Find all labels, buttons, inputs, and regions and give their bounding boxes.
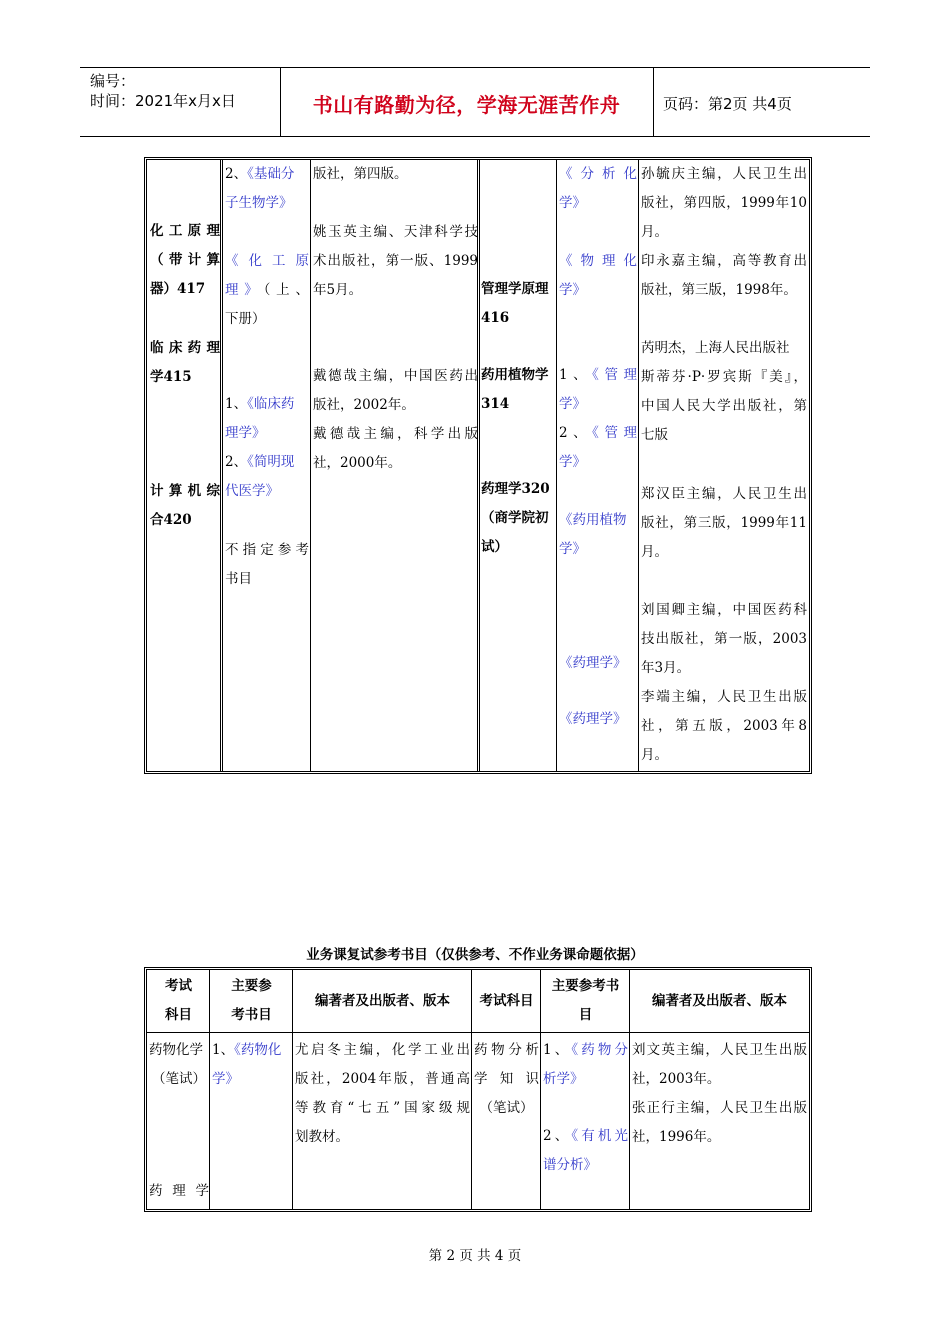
publisher-pharmacology-2-line1: 李端主编，人民卫生出版 bbox=[641, 689, 807, 705]
book-management-2-line1 bbox=[559, 419, 637, 448]
header-meta-cell bbox=[80, 68, 281, 136]
publisher-management-line2: 斯蒂芬·P·罗宾斯『美』， bbox=[641, 369, 807, 385]
book-spectral-analysis-line2: 谱分析》 bbox=[543, 1157, 597, 1173]
subject-pharmacology: 药理学 bbox=[149, 1183, 209, 1199]
list-prefix: 1、 bbox=[543, 1042, 572, 1058]
header-main-books-line2: 考书目 bbox=[231, 1007, 272, 1023]
book-management-2-line2: 学》 bbox=[559, 454, 586, 470]
subject-computer-line2: 合420 bbox=[150, 512, 192, 528]
publisher-management-line4: 七版 bbox=[641, 427, 668, 443]
subject-chem-eng-line1: 化工原理 bbox=[150, 223, 220, 239]
book-clinical-pharm-line1 bbox=[225, 390, 309, 419]
publisher-chem-eng-line2: 术出版社，第一版、1999 bbox=[313, 253, 478, 269]
subject-botany-line1: 药用植物学 bbox=[481, 367, 549, 383]
publisher-modern-medicine-line2: 社，2000年。 bbox=[313, 455, 402, 471]
book-modern-medicine-line2: 代医学》 bbox=[225, 483, 279, 499]
publisher-physical-chem-line2: 版社，第三版，1998年。 bbox=[641, 282, 797, 298]
subject-botany-line2: 314 bbox=[481, 396, 510, 412]
subject-medicinal-chem-mode: （笔试） bbox=[152, 1071, 206, 1087]
subject-clinical-pharm-line1: 临床药理 bbox=[150, 340, 220, 356]
no-reference-line2: 书目 bbox=[225, 571, 252, 587]
header-editors-publishers: 编著者及出版者、版本 bbox=[315, 993, 450, 1009]
list-prefix: 1、 bbox=[212, 1042, 235, 1058]
subject-pharm-analysis-line1: 药物分析 bbox=[474, 1042, 539, 1058]
header-main-books-2-line2: 目 bbox=[578, 1007, 593, 1023]
header-editors-publishers-2: 编著者及出版者、版本 bbox=[652, 993, 787, 1009]
publisher-medicinal-chem-line4: 划教材。 bbox=[295, 1129, 349, 1145]
book-chem-eng-line1: 《化工原 bbox=[225, 253, 309, 269]
publisher-pharmacology-1-line1: 刘国卿主编，中国医药科 bbox=[641, 602, 807, 618]
subject-pharmacology-line3: 试） bbox=[481, 539, 508, 555]
list-prefix: 2、 bbox=[225, 454, 248, 470]
header-main-books-2-line1: 主要参考书 bbox=[551, 978, 620, 994]
subject-pharm-analysis-mode: （笔试） bbox=[479, 1100, 534, 1116]
publisher-medicinal-botany-line2: 版社，第三版，1999年11 bbox=[641, 515, 807, 531]
header-page-indicator: 页码：第2页 共4页 bbox=[663, 95, 792, 113]
book-management-1-line2: 学》 bbox=[559, 396, 586, 412]
book-analytical-chem-line2: 学》 bbox=[559, 195, 586, 211]
list-prefix: 1、 bbox=[225, 396, 248, 412]
subject-pharmacology-line1: 药理学320 bbox=[481, 481, 550, 497]
book-title: 理》 bbox=[225, 282, 264, 298]
retest-reference-book-table bbox=[144, 967, 812, 1212]
subject-computer-line1: 计算机综 bbox=[150, 483, 220, 499]
book-chem-eng-line3: 下册） bbox=[225, 311, 266, 327]
publisher-analytical-chem-line3: 月。 bbox=[641, 224, 668, 240]
subject-chem-eng-line3: 器）417 bbox=[150, 281, 206, 297]
book-title: 《简明现 bbox=[247, 454, 295, 470]
book-title: 《管理 bbox=[592, 367, 637, 383]
publisher-medicinal-chem-line1: 尤启冬主编，化学工业出 bbox=[295, 1042, 470, 1058]
book-title: 《药物分 bbox=[571, 1042, 629, 1058]
header-divider bbox=[147, 1032, 809, 1033]
subject-management-line1: 管理学原理 bbox=[481, 281, 549, 297]
column-right-subject bbox=[480, 160, 557, 771]
book-title: 《管理 bbox=[592, 425, 637, 441]
publisher-analytical-chem-line2: 版社，第四版，1999年10 bbox=[641, 195, 807, 211]
header-exam-subject-line2: 科目 bbox=[165, 1007, 192, 1023]
publisher-medicinal-chem-line2: 版社，2004年版，普通高 bbox=[295, 1071, 470, 1087]
reference-book-table-continued bbox=[144, 157, 812, 774]
book-pharmacology-1: 《药理学》 bbox=[559, 655, 627, 671]
subject-pharm-analysis-line2: 学知识 bbox=[474, 1071, 539, 1087]
book-medicinal-botany-line2: 学》 bbox=[559, 541, 586, 557]
book-volume: （上、 bbox=[263, 282, 309, 298]
book-analytical-chem-line1: 《分析化 bbox=[559, 166, 637, 182]
list-prefix: 2、 bbox=[543, 1128, 572, 1144]
page-footer: 第 2 页 共 4 页 bbox=[428, 1248, 522, 1264]
book-spectral-analysis-line1 bbox=[543, 1122, 628, 1151]
publisher-analytical-chem-line1: 孙毓庆主编，人民卫生出 bbox=[641, 166, 807, 182]
no-reference-line1: 不指定参考 bbox=[225, 542, 309, 558]
publisher-pharmacology-2-line3: 月。 bbox=[641, 747, 668, 763]
publisher-clinical-pharm-line1: 戴德哉主编，中国医药出 bbox=[313, 368, 478, 384]
publisher-pharm-analysis-line2: 社，2003年。 bbox=[632, 1071, 721, 1087]
book-title: 《有机光 bbox=[571, 1128, 629, 1144]
book-physical-chem-line1: 《物理化 bbox=[559, 253, 637, 269]
document-number: 编号： bbox=[90, 72, 136, 90]
publisher-medicinal-chem-line3: 等教育“七五”国家级规 bbox=[295, 1100, 470, 1116]
header-main-books-line1: 主要参 bbox=[231, 978, 272, 994]
header-page-cell bbox=[653, 68, 870, 136]
publisher-management-line1: 芮明杰，上海人民出版社 bbox=[641, 340, 790, 356]
header-motto: 书山有路勤为径，学海无涯苦作舟 bbox=[312, 93, 621, 117]
book-pharm-analysis-line2: 析学》 bbox=[543, 1071, 584, 1087]
book-title: 《临床药 bbox=[247, 396, 295, 412]
header-motto-cell bbox=[280, 68, 654, 136]
book-clinical-pharm-line2: 理学》 bbox=[225, 425, 266, 441]
book-chem-eng-line2 bbox=[225, 276, 309, 305]
header-exam-subject-2: 考试科目 bbox=[479, 993, 534, 1009]
publisher-chem-eng-line1: 姚玉英主编、天津科学技 bbox=[313, 224, 478, 240]
subject-medicinal-chem: 药物化学 bbox=[149, 1042, 203, 1058]
book-modern-medicine-line1 bbox=[225, 448, 309, 477]
publisher-chem-eng-line3: 年5月。 bbox=[313, 282, 363, 298]
publisher-spectral-analysis-line1: 张正行主编，人民卫生出版 bbox=[632, 1100, 807, 1116]
book-physical-chem-line2: 学》 bbox=[559, 282, 586, 298]
publisher-spectral-analysis-line2: 社，1996年。 bbox=[632, 1129, 721, 1145]
book-medicinal-chem-line2: 学》 bbox=[212, 1071, 239, 1087]
list-prefix: 2、 bbox=[559, 425, 593, 441]
subject-management-line2: 416 bbox=[481, 310, 510, 326]
book-title: 《药物化 bbox=[234, 1042, 282, 1058]
publisher-pharmacology-2-line2: 社，第五版，2003年8 bbox=[641, 718, 807, 734]
subject-chem-eng-line2: （带计算 bbox=[150, 252, 220, 268]
retest-table-caption: 业务课复试参考书目（仅供参考、不作业务课命题依据） bbox=[306, 947, 644, 963]
publisher-modern-medicine-line1: 戴德哉主编，科学出版 bbox=[313, 426, 478, 442]
list-prefix: 2、 bbox=[225, 166, 248, 182]
page-header bbox=[80, 67, 870, 137]
subject-pharmacology-line2: （商学院初 bbox=[481, 510, 549, 526]
publisher-molecular-biology: 版社，第四版。 bbox=[313, 166, 408, 182]
book-pharm-analysis-line1 bbox=[543, 1036, 628, 1065]
book-pharmacology-2: 《药理学》 bbox=[559, 711, 627, 727]
document-date: 时间：2021年x月x日 bbox=[90, 92, 236, 110]
header-exam-subject-line1: 考试 bbox=[165, 978, 192, 994]
publisher-pharmacology-1-line3: 年3月。 bbox=[641, 660, 691, 676]
publisher-pharmacology-1-line2: 技出版社，第一版，2003 bbox=[641, 631, 807, 647]
publisher-medicinal-botany-line1: 郑汉臣主编，人民卫生出 bbox=[641, 486, 807, 502]
publisher-clinical-pharm-line2: 版社，2002年。 bbox=[313, 397, 415, 413]
publisher-management-line3: 中国人民大学出版社，第 bbox=[641, 398, 807, 414]
book-management-1-line1 bbox=[559, 361, 637, 390]
book-medicinal-botany-line1: 《药用植物 bbox=[559, 512, 627, 528]
publisher-physical-chem-line1: 印永嘉主编，高等教育出 bbox=[641, 253, 807, 269]
publisher-pharm-analysis-line1: 刘文英主编，人民卫生出版 bbox=[632, 1042, 807, 1058]
book-molecular-biology-line1 bbox=[225, 160, 309, 189]
book-medicinal-chem-line1 bbox=[212, 1036, 292, 1065]
book-molecular-biology-line2: 子生物学》 bbox=[225, 195, 293, 211]
subject-clinical-pharm-line2: 学415 bbox=[150, 369, 192, 385]
book-title: 《基础分 bbox=[247, 166, 295, 182]
publisher-medicinal-botany-line3: 月。 bbox=[641, 544, 668, 560]
list-prefix: 1、 bbox=[559, 367, 593, 383]
